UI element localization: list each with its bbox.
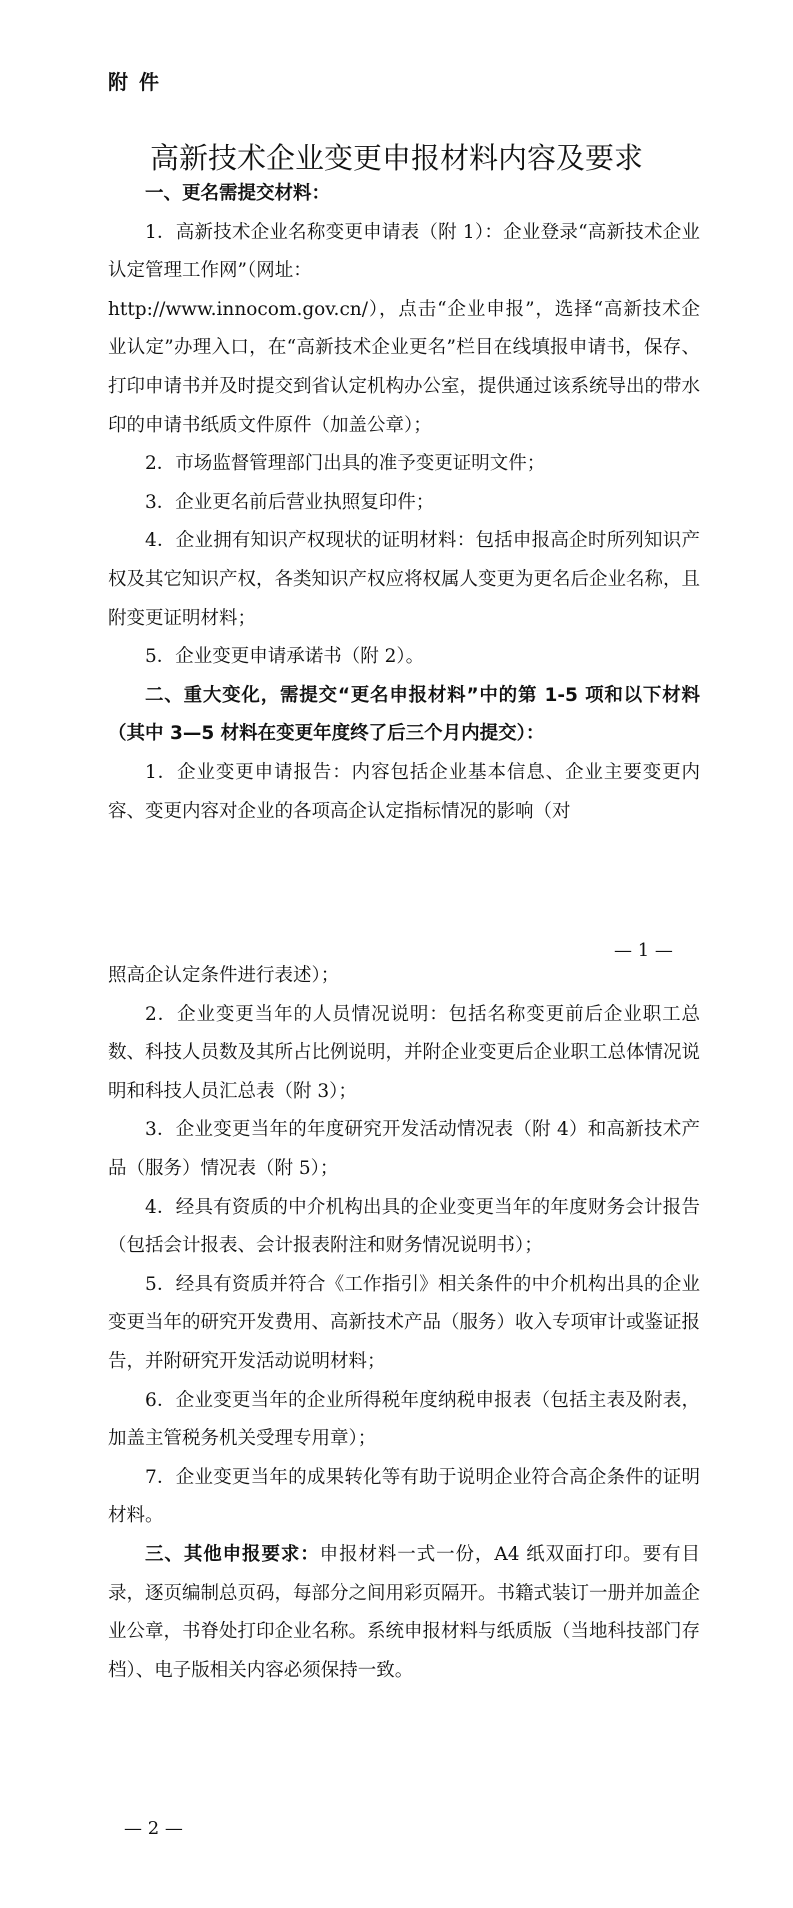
section2-item5: 5．经具有资质并符合《工作指引》相关条件的中介机构出具的企业变更当年的研究开发费用、高新技术产品（服务）收入专项审计或鉴证报告，并附研究开发活动说明材料； — [108, 1273, 701, 1372]
section3-heading: 三、其他申报要求： — [145, 1543, 320, 1565]
section2-item3: 3．企业变更当年的年度研究开发活动情况表（附 4）和高新技术产品（服务）情况表（附 5）； — [108, 1119, 700, 1179]
section1-item2: 2．市场监督管理部门出具的准予变更证明文件； — [145, 453, 546, 475]
section1-item4: 4．企业拥有知识产权现状的证明材料：包括申报高企时所列知识产权及其它知识产权，各类知识产权应将权属人变更为更名后企业名称，且附变更证明材料； — [108, 530, 701, 629]
page-number-2: — 2 — — [124, 1818, 183, 1839]
section2-heading: 二、重大变化，需提交“更名申报材料”中的第 1-5 项和以下材料（其中 3—5 材料在变更年度终了后三个月内提交）： — [108, 684, 700, 745]
section1-item5: 5．企业变更申请承诺书（附 2）。 — [145, 646, 425, 668]
attachment-label: 附 件 — [108, 70, 161, 94]
section2-item2: 2．企业变更当年的人员情况说明：包括名称变更前后企业职工总数、科技人员数及其所占比例说明，并附企业变更后企业职工总体情况说明和科技人员汇总表（附 3）； — [108, 1003, 701, 1102]
section2-item4: 4．经具有资质的中介机构出具的企业变更当年的年度财务会计报告（包括会计报表、会计报表附注和财务情况说明书）； — [108, 1196, 700, 1257]
section2-item7: 7．企业变更当年的成果转化等有助于说明企业符合高企条件的证明材料。 — [108, 1466, 700, 1527]
page-number-1: — 1 — — [614, 940, 673, 961]
section1-heading: 一、更名需提交材料： — [145, 183, 331, 204]
document-title: 高新技术企业变更申报材料内容及要求 — [149, 141, 643, 175]
section3-paragraph — [108, 1536, 700, 1690]
content-block-2 — [108, 957, 700, 1690]
section2-item1-part-a: 1．企业变更申请报告：内容包括企业基本信息、企业主要变更内容、变更内容对企业的各项高企认定指标情况的影响（对 — [108, 761, 700, 822]
section1-item1-part-a: 1．高新技术企业名称变更申请表（附 1）：企业登录“高新技术企业认定管理工作网”（网址： — [108, 221, 700, 282]
content-block-1 — [108, 175, 700, 831]
section2-item6: 6．企业变更当年的企业所得税年度纳税申报表（包括主表及附表，加盖主管税务机关受理专用章）； — [108, 1389, 700, 1450]
section3-body: 申报材料一式一份，A4 纸双面打印。要有目录，逐页编制总页码，每部分之间用彩页隔开。书籍式装订一册并加盖企业公章，书脊处打印企业名称。系统申报材料与纸质版（当地科技部门存档）、电子版相关内容必须保持一致。 — [108, 1543, 701, 1681]
section1-item1-url-text: http://www.innocom.gov.cn/），点击“企业申报”，选择“高新技术企业认定”办理入口，在“高新技术企业更名”栏目在线填报申请书，保存、打印申请书并及时提交到省认定机构办公室，提供通过该系统导出的带水印的申请书纸质文件原件（加盖公章）； — [108, 298, 701, 436]
section2-item1-part-b: 照高企认定条件进行表述）； — [108, 965, 340, 986]
section1-item3: 3．企业更名前后营业执照复印件； — [145, 491, 435, 513]
